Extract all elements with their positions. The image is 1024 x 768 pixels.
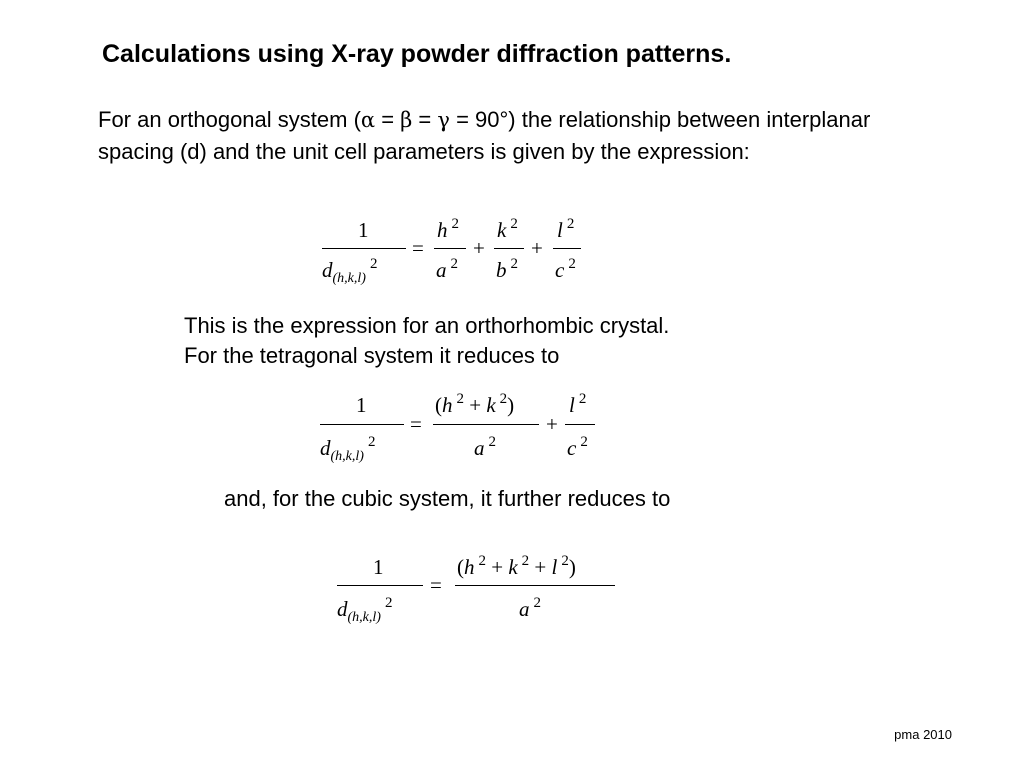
lhs-numerator: 1 (356, 393, 367, 417)
intro-equals-1: = (375, 107, 401, 132)
cubic-fraction-bar (455, 585, 615, 586)
tetragonal-denominator: a $^2$ (474, 434, 496, 460)
plus-sign-2: + (531, 236, 543, 260)
tetragonal-numerator: (h $^2$ + k $^2$) (435, 391, 515, 417)
term2-numerator: k $^2$ (497, 216, 518, 242)
cubic-denominator: a $^2$ (519, 595, 541, 621)
lhs-denominator: $d_{(h,k,l)}^2$ (322, 256, 378, 286)
cubic-intro: and, for the cubic system, it further reduces to (224, 486, 671, 511)
gamma-symbol: γ (437, 108, 450, 132)
tetragonal-fraction-bar (433, 424, 539, 425)
lhs-denominator: $d_{(h,k,l)}^2$ (320, 434, 376, 464)
intro-text-end: = 90°) the relationship between interplanar spacing (d) and the unit cell parameters is given by the expression: (98, 107, 871, 164)
beta-symbol: β (400, 108, 413, 132)
equals-sign: = (430, 573, 442, 597)
intro-equals-2: = (412, 107, 438, 132)
term1-numerator: h $^2$ (437, 216, 459, 242)
alpha-symbol: α (360, 108, 376, 132)
orthorhombic-note: This is the expression for an orthorhombic crystal. (184, 313, 670, 338)
slide-title: Calculations using X-ray powder diffraction patterns. (102, 40, 732, 68)
lhs-denominator: $d_{(h,k,l)}^2$ (337, 595, 393, 625)
equals-sign: = (412, 236, 424, 260)
plus-sign-1: + (473, 236, 485, 260)
plus-sign: + (546, 412, 558, 436)
term2-fraction-bar (494, 248, 524, 249)
lhs-numerator: 1 (373, 555, 384, 579)
lhs-numerator: 1 (358, 218, 369, 242)
lhs-fraction-bar (337, 585, 423, 586)
lhs-fraction-bar (320, 424, 404, 425)
term3-numerator: l $^2$ (557, 216, 575, 242)
term1-fraction-bar (434, 248, 466, 249)
lhs-fraction-bar (322, 248, 406, 249)
term2-numerator: l $^2$ (569, 391, 587, 417)
term2-fraction-bar (565, 424, 595, 425)
term3-denominator: c $^2$ (555, 256, 576, 282)
term2-denominator: b $^2$ (496, 256, 518, 282)
intro-paragraph (98, 104, 888, 167)
equals-sign: = (410, 412, 422, 436)
term2-denominator: c $^2$ (567, 434, 588, 460)
cubic-numerator: (h $^2$ + k $^2$ + l $^2$) (457, 553, 576, 579)
term3-fraction-bar (553, 248, 581, 249)
intro-text-start: For an orthogonal system ( (98, 107, 361, 132)
term1-denominator: a $^2$ (436, 256, 458, 282)
footer-credit: pma 2010 (894, 727, 952, 742)
tetragonal-intro: For the tetragonal system it reduces to (184, 343, 560, 368)
